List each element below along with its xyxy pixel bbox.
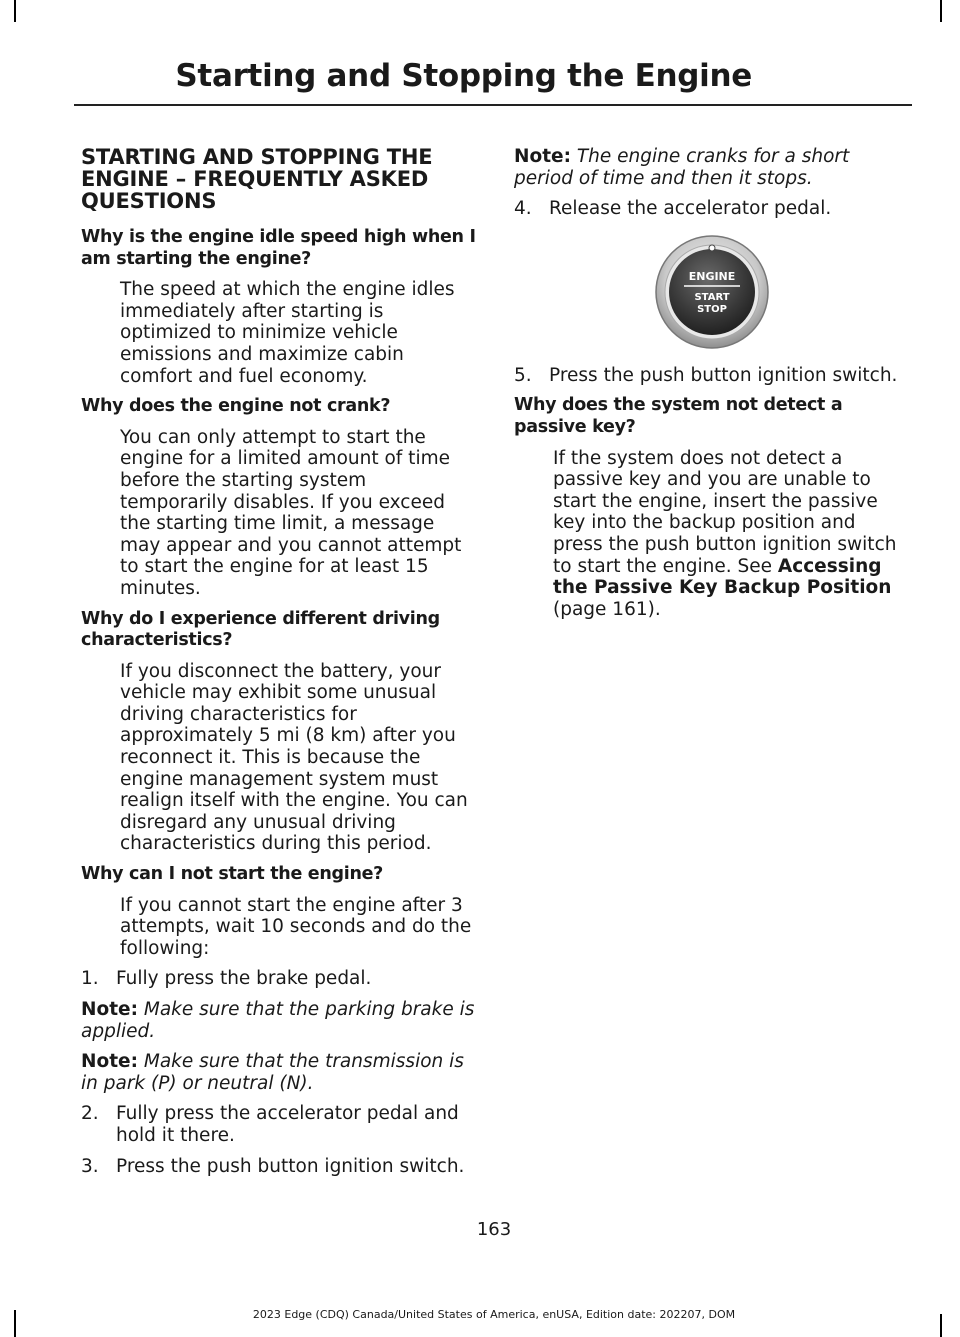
step-5 bbox=[514, 365, 910, 387]
question-cannot-start: Why can I not start the engine? bbox=[81, 864, 384, 885]
figure-start-stop-button bbox=[514, 229, 910, 355]
question-passive-key: Why does the system not detect a passive key? bbox=[514, 395, 843, 437]
step-number: 2. bbox=[81, 1103, 99, 1125]
step-3 bbox=[81, 1156, 476, 1178]
note-label: Note: bbox=[81, 1051, 138, 1073]
answer-driving-characteristics: If you disconnect the battery, your vehicle may exhibit some unusual driving characteristics for approximately 5 mi (8 km) after you reconnect it. This is because the engine management system must realign itself with the engine. You can disregard any unusual driving characteristics during this period. bbox=[120, 660, 468, 855]
question-idle-speed: Why is the engine idle speed high when I am starting the engine? bbox=[81, 227, 476, 269]
section-title: STARTING AND STOPPING THE ENGINE – FREQUENTLY ASKED QUESTIONS bbox=[81, 145, 433, 213]
note-label: Note: bbox=[81, 999, 138, 1020]
step-text: Release the accelerator pedal. bbox=[549, 198, 832, 220]
step-text: Fully press the accelerator pedal and hold it there. bbox=[116, 1103, 459, 1146]
cross-reference-link[interactable]: Accessing the Passive Key Backup Position bbox=[553, 555, 892, 599]
header-divider bbox=[74, 104, 912, 106]
engine-start-stop-button-icon bbox=[514, 229, 910, 355]
crop-mark bbox=[940, 0, 942, 22]
step-number: 4. bbox=[514, 198, 532, 220]
right-column bbox=[514, 146, 910, 629]
step-number: 1. bbox=[81, 968, 99, 990]
page-number: 163 bbox=[476, 1219, 512, 1240]
question-no-crank: Why does the engine not crank? bbox=[81, 396, 391, 417]
step-2 bbox=[81, 1103, 476, 1146]
note-engine-cranks bbox=[514, 146, 910, 189]
note-parking-brake bbox=[81, 999, 476, 1042]
button-label-start: START bbox=[694, 291, 730, 303]
note-transmission bbox=[81, 1051, 476, 1094]
left-column bbox=[81, 146, 476, 1186]
note-text: Make sure that the transmission is in park (P) or neutral (N). bbox=[81, 1051, 464, 1094]
question-driving-characteristics: Why do I experience different driving characteristics? bbox=[81, 608, 440, 651]
note-text: Make sure that the parking brake is applied. bbox=[81, 999, 475, 1042]
button-label-engine: ENGINE bbox=[688, 269, 736, 283]
crop-mark bbox=[14, 0, 16, 22]
button-label-stop: STOP bbox=[697, 303, 727, 315]
page-header-title: Starting and Stopping the Engine bbox=[175, 58, 752, 94]
step-4 bbox=[514, 198, 910, 220]
step-text: Press the push button ignition switch. bbox=[549, 364, 898, 386]
answer-passive-key bbox=[514, 448, 910, 621]
step-1 bbox=[81, 968, 476, 990]
step-number: 5. bbox=[514, 364, 532, 386]
answer-no-crank: You can only attempt to start the engine for a limited amount of time before the starting system temporarily disables. If you exceed the starting time limit, a message may appear and you cannot attempt to start the engine for at least 15 minutes. bbox=[120, 426, 462, 599]
note-text: The engine cranks for a short period of time and then it stops. bbox=[514, 146, 850, 189]
answer-cannot-start: If you cannot start the engine after 3 attempts, wait 10 seconds and do the following: bbox=[120, 894, 472, 959]
note-label: Note: bbox=[514, 146, 571, 167]
answer-idle-speed: The speed at which the engine idles immediately after starting is optimized to minimize vehicle emissions and maximize cabin comfort and fuel economy. bbox=[120, 279, 455, 387]
answer-text: If the system does not detect a passive key and you are unable to start the engine, insert the passive key into the backup position and press the push button ignition switch to start the engine. See bbox=[553, 447, 897, 577]
step-number: 3. bbox=[81, 1155, 99, 1177]
page-reference: (page 161). bbox=[553, 598, 661, 620]
footer-edition: 2023 Edge (CDQ) Canada/United States of America, enUSA, Edition date: 202207, DOM bbox=[252, 1308, 736, 1321]
step-text: Press the push button ignition switch. bbox=[116, 1155, 465, 1177]
step-text: Fully press the brake pedal. bbox=[116, 968, 372, 990]
